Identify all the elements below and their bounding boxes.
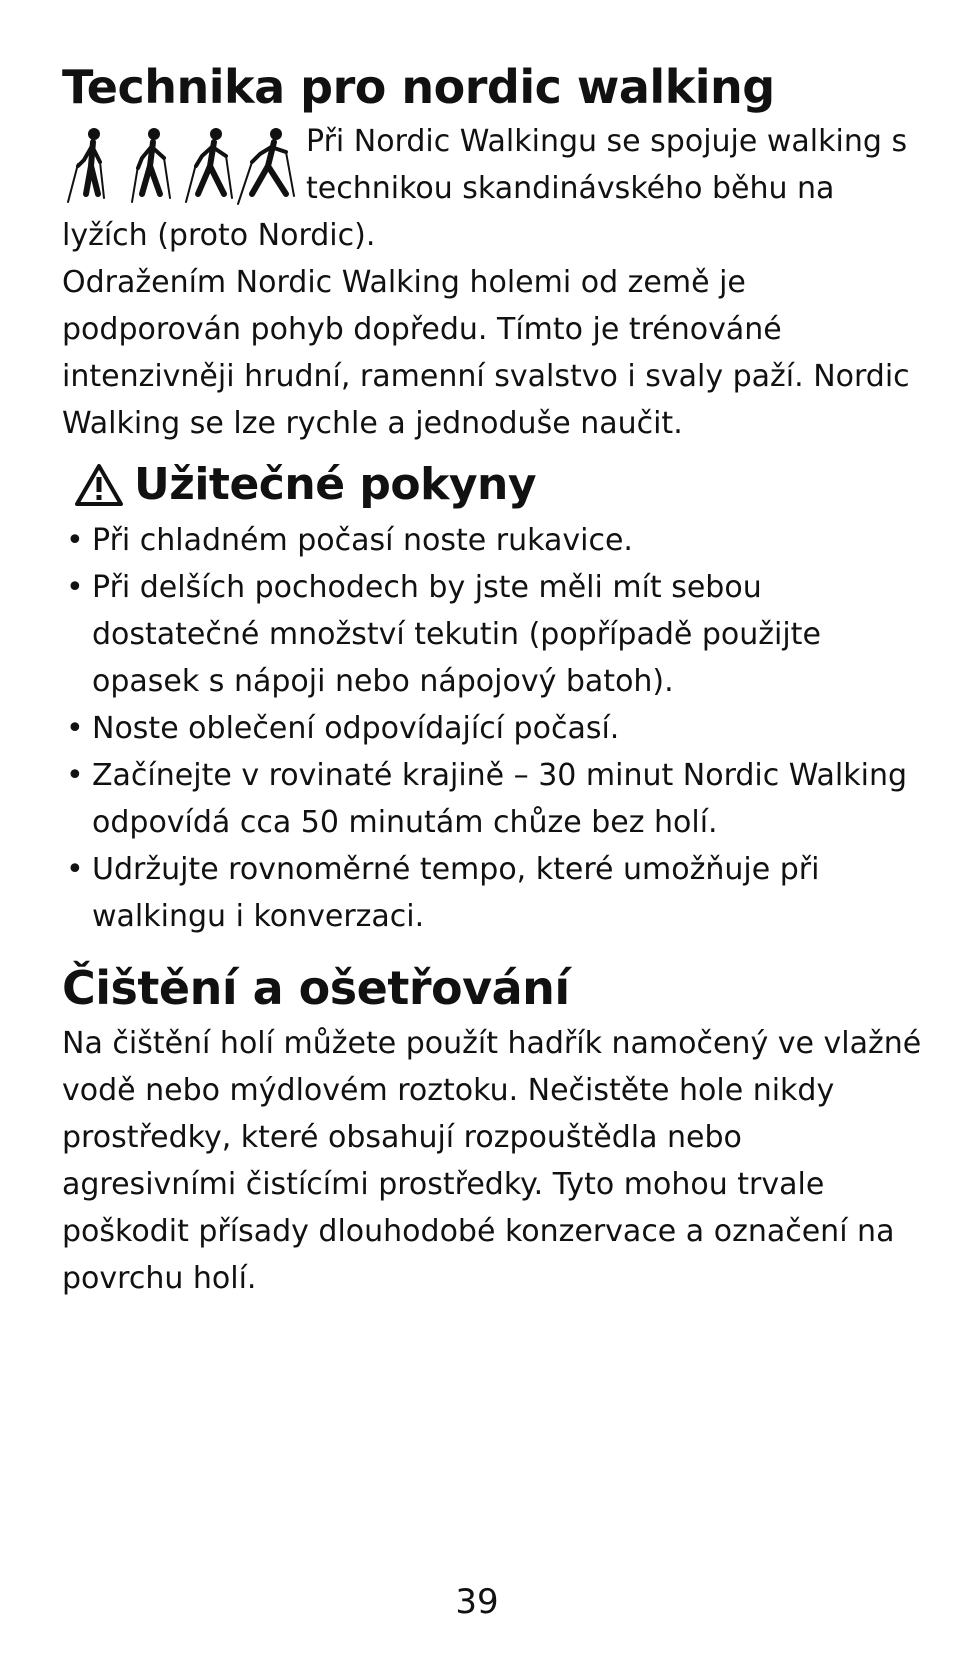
tips-title-text: Užitečné pokyny <box>134 459 537 510</box>
section-title-technique: Technika pro nordic walking <box>62 60 775 114</box>
list-item: • Při delších pochodech by jste měli mít sebou dostatečné množství tekutin (popřípadě použijte opasek s nápoji nebo nápojový batoh). <box>62 564 922 705</box>
warning-triangle-icon <box>74 462 124 508</box>
section-title-cleaning: Čištění a ošetřování <box>62 961 570 1015</box>
manual-page <box>62 56 922 1302</box>
intro-block <box>62 118 922 447</box>
intro-text: Při Nordic Walkingu se spojuje walking s technikou skandinávského běhu na lyžích (proto Nordic). <box>62 124 908 253</box>
list-item: • Při chladném počasí noste rukavice. <box>62 517 922 564</box>
page-number: 39 <box>455 1582 499 1622</box>
nordic-walkers-icon <box>62 122 298 212</box>
list-item: • Noste oblečení odpovídající počasí. <box>62 705 922 752</box>
list-item: • Začínejte v rovinaté krajině – 30 minut Nordic Walking odpovídá cca 50 minutám chůze bez holí. <box>62 752 922 846</box>
tips-list <box>62 517 922 940</box>
section-title-tips <box>62 453 922 517</box>
technique-body: Odražením Nordic Walking holemi od země je podporován pohyb dopředu. Tímto je trénováné intenzivněji hrudní, ramenní svalstvo i svaly paží. Nordic Walking se lze rychle a jednoduše naučit. <box>62 265 910 441</box>
list-item: • Udržujte rovnoměrné tempo, které umožňuje při walkingu i konverzaci. <box>62 846 922 940</box>
cleaning-body: Na čištění holí můžete použít hadřík namočený ve vlažné vodě nebo mýdlovém roztoku. Nečistěte hole nikdy prostředky, které obsahují rozpouštědla nebo agresivními čistícími prostředky. Tyto mohou trvale poškodit přísady dlouhodobé konzervace a označení na povrchu holí. <box>62 1026 922 1296</box>
